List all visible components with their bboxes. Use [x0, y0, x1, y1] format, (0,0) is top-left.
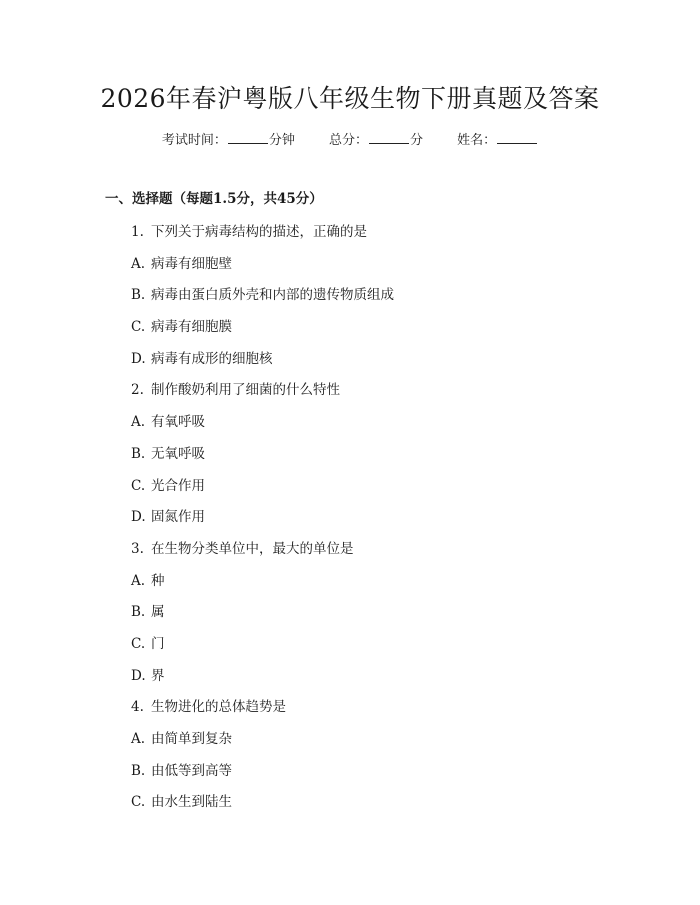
option-letter: D. — [131, 667, 146, 684]
option-text: 固氮作用 — [151, 509, 205, 526]
total-score-label: 总分： — [328, 133, 368, 148]
student-name-label: 姓名： — [457, 133, 497, 148]
option-text: 无氧呼吸 — [151, 445, 205, 462]
option-line — [131, 571, 394, 603]
section-title: 一、选择题（每题1.5分，共45分） — [105, 191, 323, 207]
exam-time-blank — [228, 131, 268, 144]
question-number: 1. — [131, 224, 144, 240]
option-line — [131, 444, 394, 476]
total-score-field — [329, 131, 423, 151]
option-text: 有氧呼吸 — [151, 414, 205, 431]
exam-info — [0, 131, 700, 151]
option-text: 病毒由蛋白质外壳和内部的遗传物质组成 — [151, 287, 394, 304]
option-letter: B. — [131, 445, 146, 462]
option-text: 由简单到复杂 — [151, 731, 232, 747]
option-line — [131, 476, 394, 508]
total-score-blank — [369, 131, 409, 144]
option-letter: C. — [131, 477, 146, 494]
option-letter: D. — [131, 509, 146, 526]
option-letter: A. — [131, 255, 146, 272]
question-text: 生物进化的总体趋势是 — [151, 699, 286, 716]
option-text: 病毒有成形的细胞核 — [151, 350, 273, 367]
option-letter: D. — [131, 350, 146, 367]
total-score-unit: 分 — [410, 133, 424, 148]
option-line — [131, 254, 394, 286]
option-letter: B. — [131, 762, 146, 779]
option-letter: C. — [131, 794, 146, 811]
option-text: 病毒有细胞膜 — [151, 319, 232, 336]
exam-time-field — [162, 131, 295, 151]
option-letter: B. — [131, 287, 146, 304]
option-letter: C. — [131, 319, 146, 336]
question-number: 3. — [131, 540, 144, 557]
option-line — [131, 349, 394, 381]
option-line — [131, 761, 394, 793]
option-line — [131, 507, 394, 539]
question-line — [131, 380, 394, 412]
question-number: 2. — [131, 382, 144, 399]
option-letter: A. — [131, 731, 146, 747]
question-text: 在生物分类单位中，最大的单位是 — [151, 540, 354, 557]
question-number: 4. — [131, 699, 144, 716]
option-text: 病毒有细胞壁 — [151, 255, 232, 272]
student-name-field — [457, 131, 538, 151]
option-line — [131, 602, 394, 634]
question-list — [131, 222, 394, 824]
exam-time-label: 考试时间： — [161, 133, 227, 148]
option-text: 由低等到高等 — [151, 762, 232, 779]
option-text: 由水生到陆生 — [151, 794, 232, 811]
student-name-blank — [497, 131, 537, 144]
option-text: 界 — [151, 667, 165, 684]
option-line — [131, 666, 394, 698]
option-letter: B. — [131, 604, 146, 621]
exam-time-unit: 分钟 — [268, 133, 295, 148]
option-text: 属 — [151, 604, 165, 621]
option-text: 光合作用 — [151, 477, 205, 494]
question-line — [131, 697, 394, 729]
question-text: 下列关于病毒结构的描述，正确的是 — [151, 224, 367, 240]
page-title: 2026年春沪粤版八年级生物下册真题及答案 — [100, 84, 600, 113]
option-line — [131, 412, 394, 444]
option-text: 门 — [151, 635, 165, 652]
option-letter: C. — [131, 635, 146, 652]
question-text: 制作酸奶利用了细菌的什么特性 — [151, 382, 340, 399]
option-line — [131, 792, 394, 824]
question-line — [131, 222, 394, 254]
option-line — [131, 285, 394, 317]
option-line — [131, 317, 394, 349]
option-line — [131, 634, 394, 666]
option-text: 种 — [151, 572, 165, 589]
option-line — [131, 729, 394, 761]
question-line — [131, 539, 394, 571]
option-letter: A. — [131, 414, 146, 431]
option-letter: A. — [131, 572, 146, 589]
